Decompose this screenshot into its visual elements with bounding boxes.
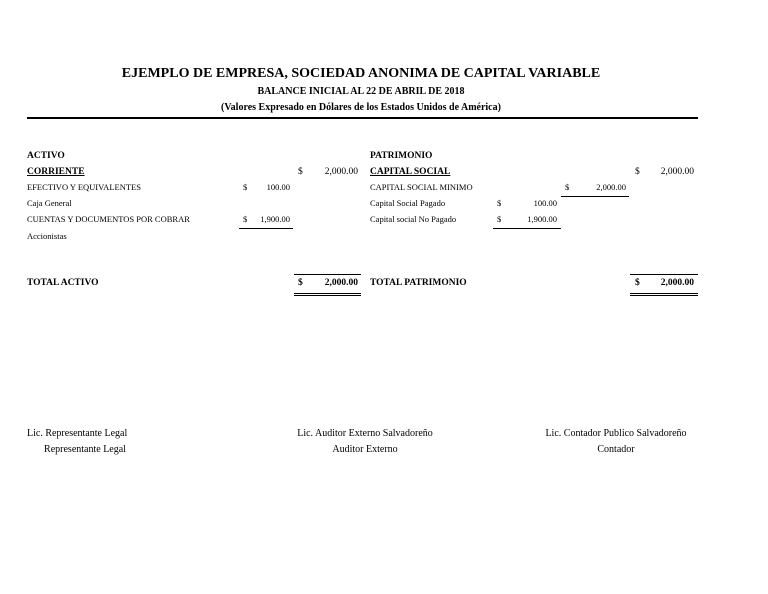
cash-currency: $ (243, 182, 248, 192)
signature-accountant-name: Lic. Contador Publico Salvadoreño (545, 428, 687, 439)
min-capital-value: 2,000.00 (596, 182, 626, 192)
statement-title: BALANCE INICIAL AL 22 DE ABRIL DE 2018 (257, 86, 465, 97)
paid-capital-value: 100.00 (533, 198, 557, 208)
total-equity-value: 2,000.00 (660, 278, 694, 288)
paid-capital-label: Capital Social Pagado (370, 198, 446, 208)
capital-currency: $ (635, 167, 640, 177)
signature-legal-name: Lic. Representante Legal (27, 428, 128, 439)
receivables-value: 1,900.00 (260, 214, 290, 224)
signature-legal-role: Representante Legal (44, 444, 126, 455)
paid-capital-currency: $ (497, 198, 502, 208)
total-assets-value: 2,000.00 (324, 278, 358, 288)
total-assets-currency: $ (298, 278, 303, 288)
total-equity-currency: $ (635, 278, 640, 288)
unpaid-capital-label: Capital social No Pagado (370, 214, 457, 224)
signature-accountant-role: Contador (597, 444, 635, 455)
header-divider (27, 117, 698, 119)
unpaid-capital-value: 1,900.00 (527, 214, 557, 224)
min-capital-currency: $ (565, 182, 570, 192)
receivables-currency: $ (243, 214, 248, 224)
unpaid-capital-currency: $ (497, 214, 502, 224)
capital-total: 2,000.00 (660, 167, 694, 177)
cash-label: EFECTIVO Y EQUIVALENTES (27, 182, 141, 192)
total-equity-label: TOTAL PATRIMONIO (370, 278, 467, 288)
cash-sub-label: Caja General (27, 198, 72, 208)
assets-heading: ACTIVO (27, 151, 65, 161)
company-title: EJEMPLO DE EMPRESA, SOCIEDAD ANONIMA DE CAPITAL VARIABLE (121, 66, 601, 81)
cash-value: 100.00 (266, 182, 290, 192)
signature-auditor-role: Auditor Externo (332, 444, 398, 455)
signature-auditor-name: Lic. Auditor Externo Salvadoreño (297, 428, 433, 439)
receivables-sub-label: Accionistas (27, 231, 67, 241)
capital-label: CAPITAL SOCIAL (370, 167, 451, 177)
currency-note: (Valores Expresado en Dólares de los Estados Unidos de América) (221, 102, 501, 113)
total-assets-label: TOTAL ACTIVO (27, 278, 99, 288)
current-assets-label: CORRIENTE (27, 167, 85, 177)
current-assets-currency: $ (298, 167, 303, 177)
equity-heading: PATRIMONIO (370, 151, 433, 161)
min-capital-label: CAPITAL SOCIAL MINIMO (370, 182, 473, 192)
current-assets-total: 2,000.00 (324, 167, 358, 177)
receivables-label: CUENTAS Y DOCUMENTOS POR COBRAR (27, 214, 190, 224)
